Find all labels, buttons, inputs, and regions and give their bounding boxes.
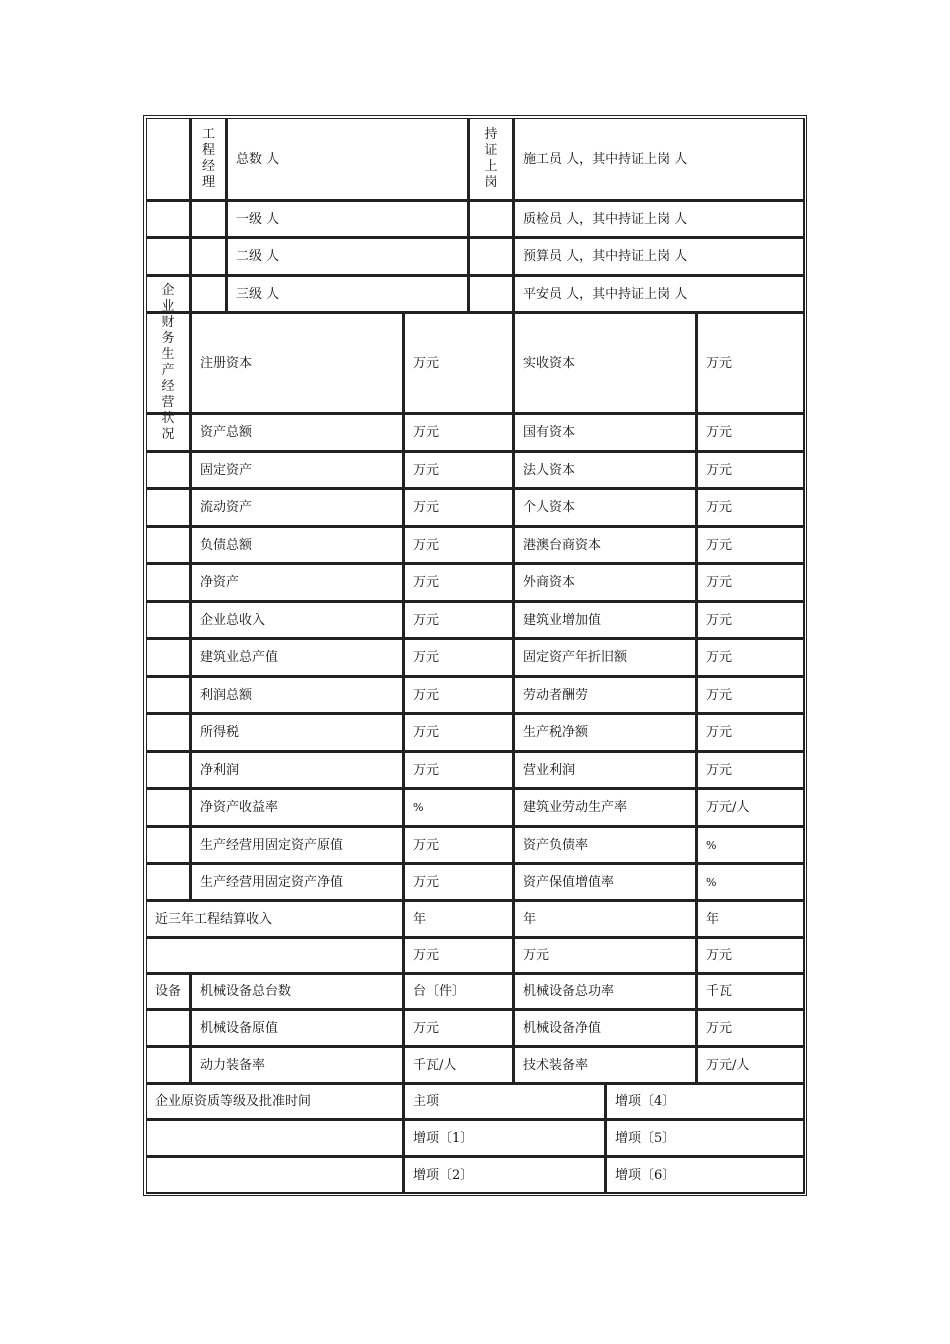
- equipment-item: 技术装备率: [514, 1047, 697, 1084]
- finance-unit: 万元: [404, 452, 514, 489]
- staff-count-cell: 预算员 人，其中持证上岗 人: [514, 238, 805, 276]
- blank-cell: [146, 639, 191, 677]
- staff-count-cell: 平安员 人，其中持证上岗 人: [514, 276, 805, 313]
- settlement-unit: 万元: [404, 938, 514, 974]
- finance-unit: 万元: [697, 564, 805, 602]
- blank-cell: [146, 452, 191, 489]
- certified-label: [469, 118, 514, 201]
- finance-unit: 万元: [404, 527, 514, 564]
- finance-unit: 万元: [404, 313, 514, 414]
- finance-unit: 万元: [697, 714, 805, 752]
- finance-item: 资产总额: [191, 414, 404, 452]
- finance-item: 建筑业增加值: [514, 602, 697, 639]
- finance-unit: 万元: [404, 827, 514, 864]
- finance-unit: 万元: [697, 527, 805, 564]
- blank-cell: [146, 527, 191, 564]
- finance-unit: 万元: [697, 602, 805, 639]
- finance-item: 资产保值增值率: [514, 864, 697, 901]
- staff-count-cell: 施工员 人，其中持证上岗 人: [514, 118, 805, 201]
- blank-cell: [469, 238, 514, 276]
- finance-item: 净利润: [191, 752, 404, 789]
- certified-label-text: 持证上岗: [484, 127, 498, 190]
- finance-section-label: [146, 283, 191, 442]
- finance-unit: 万元/人: [697, 789, 805, 827]
- finance-unit: 万元: [697, 452, 805, 489]
- engineer-count-cell: 一级 人: [227, 201, 469, 238]
- settlement-unit: 万元: [514, 938, 697, 974]
- blank-cell: [146, 1157, 404, 1194]
- qualification-item: 增项〔1〕: [404, 1120, 606, 1157]
- blank-cell: [146, 827, 191, 864]
- equipment-label: 设备: [146, 974, 191, 1010]
- settlement-label: 近三年工程结算收入: [146, 901, 404, 938]
- finance-unit: 万元: [404, 677, 514, 714]
- equipment-item: 机械设备总台数: [191, 974, 404, 1010]
- equipment-item: 机械设备净值: [514, 1010, 697, 1047]
- finance-item: 固定资产年折旧额: [514, 639, 697, 677]
- finance-item: 所得税: [191, 714, 404, 752]
- blank-cell: [146, 714, 191, 752]
- finance-unit: 万元: [404, 602, 514, 639]
- equipment-unit: 万元: [404, 1010, 514, 1047]
- qualification-item: 增项〔6〕: [606, 1157, 805, 1194]
- blank-cell: [146, 414, 191, 452]
- blank-cell: [146, 1010, 191, 1047]
- finance-unit: 万元: [404, 714, 514, 752]
- equipment-unit: 万元/人: [697, 1047, 805, 1084]
- blank-cell: [146, 1047, 191, 1084]
- finance-item: 资产负债率: [514, 827, 697, 864]
- finance-item: 个人资本: [514, 489, 697, 527]
- qualification-item: 主项: [404, 1084, 606, 1120]
- blank-cell: [146, 677, 191, 714]
- finance-item: 法人资本: [514, 452, 697, 489]
- finance-item: 港澳台商资本: [514, 527, 697, 564]
- blank-cell: [191, 238, 227, 276]
- equipment-unit: 千瓦: [697, 974, 805, 1010]
- finance-unit: 万元: [404, 489, 514, 527]
- blank-cell: [191, 201, 227, 238]
- settlement-unit: 万元: [697, 938, 805, 974]
- finance-unit: 万元: [697, 313, 805, 414]
- finance-item: 固定资产: [191, 452, 404, 489]
- blank-cell: [146, 489, 191, 527]
- blank-cell: [146, 938, 404, 974]
- blank-cell: [146, 789, 191, 827]
- blank-cell: [146, 1120, 404, 1157]
- finance-section-label-text: 企业财务生产经营状况: [161, 283, 175, 442]
- finance-unit: 万元: [404, 864, 514, 901]
- finance-item: 生产经营用固定资产净值: [191, 864, 404, 901]
- finance-item: 建筑业总产值: [191, 639, 404, 677]
- blank-cell: [146, 238, 191, 276]
- finance-item: 国有资本: [514, 414, 697, 452]
- engineer-count-cell: 总数 人: [227, 118, 469, 201]
- finance-unit: 万元: [697, 752, 805, 789]
- finance-item: 外商资本: [514, 564, 697, 602]
- finance-unit: 万元: [697, 639, 805, 677]
- equipment-unit: 台〔件〕: [404, 974, 514, 1010]
- blank-cell: [146, 864, 191, 901]
- finance-item: 净资产收益率: [191, 789, 404, 827]
- finance-item: 建筑业劳动生产率: [514, 789, 697, 827]
- finance-unit: 万元: [697, 414, 805, 452]
- equipment-item: 动力装备率: [191, 1047, 404, 1084]
- engineer-count-cell: 二级 人: [227, 238, 469, 276]
- staff-count-cell: 质检员 人，其中持证上岗 人: [514, 201, 805, 238]
- blank-cell: [146, 602, 191, 639]
- settlement-year: 年: [404, 901, 514, 938]
- finance-unit: 万元: [697, 489, 805, 527]
- finance-item: 营业利润: [514, 752, 697, 789]
- blank-cell: [146, 564, 191, 602]
- finance-item: 注册资本: [191, 313, 404, 414]
- qualification-label: 企业原资质等级及批准时间: [146, 1084, 404, 1120]
- blank-cell: [146, 752, 191, 789]
- finance-unit: 万元: [404, 564, 514, 602]
- finance-item: 流动资产: [191, 489, 404, 527]
- finance-item: 利润总额: [191, 677, 404, 714]
- engineer-label: [191, 118, 227, 201]
- finance-item: 企业总收入: [191, 602, 404, 639]
- equipment-unit: 万元: [697, 1010, 805, 1047]
- blank-cell: [469, 201, 514, 238]
- finance-unit: %: [697, 827, 805, 864]
- blank-cell: [469, 276, 514, 313]
- finance-item: 生产经营用固定资产原值: [191, 827, 404, 864]
- blank-cell: [146, 118, 191, 201]
- finance-item: 负债总额: [191, 527, 404, 564]
- finance-item: 实收资本: [514, 313, 697, 414]
- equipment-item: 机械设备原值: [191, 1010, 404, 1047]
- finance-unit: %: [697, 864, 805, 901]
- finance-unit: 万元: [697, 677, 805, 714]
- engineer-count-cell: 三级 人: [227, 276, 469, 313]
- finance-unit: 万元: [404, 639, 514, 677]
- qualification-item: 增项〔5〕: [606, 1120, 805, 1157]
- blank-cell: [146, 201, 191, 238]
- qualification-item: 增项〔2〕: [404, 1157, 606, 1194]
- finance-item: 净资产: [191, 564, 404, 602]
- settlement-year: 年: [514, 901, 697, 938]
- blank-cell: [191, 276, 227, 313]
- qualification-item: 增项〔4〕: [606, 1084, 805, 1120]
- finance-unit: 万元: [404, 414, 514, 452]
- equipment-item: 机械设备总功率: [514, 974, 697, 1010]
- engineer-label-text: 工程经理: [201, 127, 215, 190]
- finance-unit: 万元: [404, 752, 514, 789]
- finance-unit: %: [404, 789, 514, 827]
- finance-item: 劳动者酬劳: [514, 677, 697, 714]
- settlement-year: 年: [697, 901, 805, 938]
- equipment-unit: 千瓦/人: [404, 1047, 514, 1084]
- finance-item: 生产税净额: [514, 714, 697, 752]
